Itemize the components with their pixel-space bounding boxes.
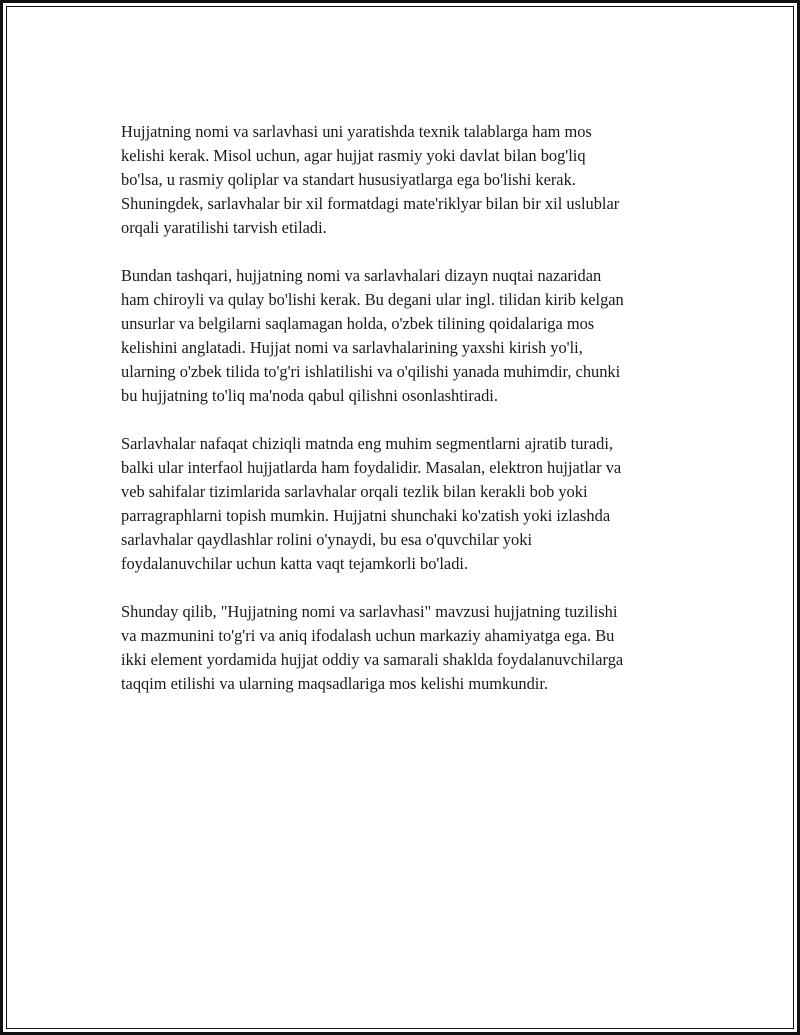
- document-body: [121, 120, 701, 720]
- paragraph-2: Bundan tashqari, hujjatning nomi va sarlavhalari dizayn nuqtai nazaridan ham chiroyli va qulay bo'lishi kerak. Bu degani ular ingl. tilidan kirib kelgan unsurlar va belgilarni saqlamagan holda, o'zbek tilining qoidalariga mos kelishini anglatadi. Hujjat nomi va sarlavhalarining yaxshi kirish yo'li, ularning o'zbek tilida to'g'ri ishlatilishi va o'qilishi yanada muhimdir, chunki bu hujjatning to'liq ma'noda qabul qilishni osonlashtiradi.: [121, 266, 624, 405]
- paragraph-3: Sarlavhalar nafaqat chiziqli matnda eng muhim segmentlarni ajratib turadi, balki ular interfaol hujjatlarda ham foydalidir. Masalan, elektron hujjatlar va veb sahifalar tizimlarida sarlavhalar orqali tezlik bilan kerakli bob yoki parragraphlarni topish mumkin. Hujjatni shunchaki ko'zatish yoki izlashda sarlavhalar qaydlashlar rolini o'ynaydi, bu esa o'quvchilar yoki foydalanuvchilar uchun katta vaqt tejamkorli bo'ladi.: [121, 434, 622, 573]
- paragraph-1: Hujjatning nomi va sarlavhasi uni yaratishda texnik talablarga ham mos kelishi kerak. Misol uchun, agar hujjat rasmiy yoki davlat bilan bog'liq bo'lsa, u rasmiy qoliplar va standart hususiyatlarga ega bo'lishi kerak. Shuningdek, sarlavhalar bir xil formatdagi mate'riklyar bilan bir xil uslublar orqali yaratilishi tarvish etiladi.: [121, 122, 620, 237]
- paragraph-4: Shunday qilib, "Hujjatning nomi va sarlavhasi" mavzusi hujjatning tuzilishi va mazmunini to'g'ri va aniq ifodalash uchun markaziy ahamiyatga ega. Bu ikki element yordamida hujjat oddiy va samarali shaklda foydalanuvchilarga taqqim etilishi va ularning maqsadlariga mos kelishi mumkundir.: [121, 602, 624, 693]
